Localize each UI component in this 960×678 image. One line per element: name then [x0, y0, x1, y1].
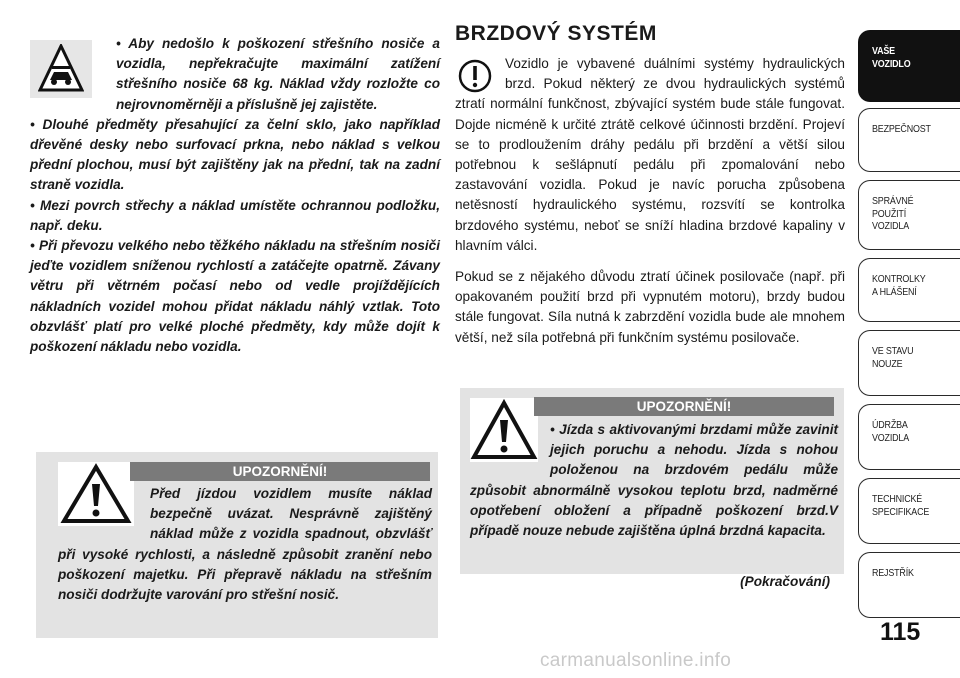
roof-rack-warning-icon	[38, 44, 84, 94]
roof-load-item-1: • Aby nedošlo k poškození střešního nosiče a vozidla, nepřekračujte maximální zatížení střešního nosiče 68 kg. Náklad vždy rozložte co nejrovnoměrněji a příslušně jej zajistěte.	[116, 36, 440, 112]
tab-label: VE STAVU NOUZE	[872, 345, 914, 370]
tab-kontrolky[interactable]	[858, 258, 960, 322]
tab-label: KONTROLKY A HLÁŠENÍ	[872, 273, 926, 298]
brake-warning-text-wrap	[470, 420, 838, 541]
roof-load-warning	[30, 34, 440, 115]
tab-vase-vozidlo[interactable]	[858, 30, 960, 102]
roof-load-warning-icon-box	[30, 40, 92, 98]
tab-rejstrik[interactable]	[858, 552, 960, 618]
brake-intro	[455, 54, 845, 256]
roof-load-item-3: • Mezi povrch střechy a náklad umístěte ochrannou podložku, např. deku.	[30, 197, 440, 233]
brake-warning-title: UPOZORNĚNÍ!	[534, 397, 834, 416]
tab-label: TECHNICKÉ SPECIFIKACE	[872, 493, 930, 518]
tab-technicke-specifikace[interactable]	[858, 478, 960, 544]
cargo-warning-text: Před jízdou vozidlem musíte náklad bezpečně uvázat. Nesprávně zajištěný náklad může z vozidla spadnout, obzvlášť při vysoké rychlosti, a následně způsobit zranění nebo poškození majetku. Při přepravě nákladu na střešním nosiči dodržujte varování pro střešní nosič.	[58, 486, 432, 603]
tab-label: BEZPEČNOST	[872, 123, 931, 135]
tab-label: ÚDRŽBA VOZIDLA	[872, 419, 910, 444]
tab-label: SPRÁVNÉ POUŽITÍ VOZIDLA	[872, 195, 914, 232]
section-heading: BRZDOVÝ SYSTÉM	[455, 22, 657, 45]
roof-load-item-4: • Při převozu velkého nebo těžkého nákladu na střešním nosiči jeďte vozidlem sníženou rychlostí a zatáčejte opatrně. Závany větru při větrném počasí nebo od vedle projíždějících nákladních vozidel mohou přidat nákladu náhlý vztlak. Toto obzvlášť platí pro velké ploché předměty, kdy může dojít k poškození nákladu nebo vozidla.	[30, 238, 440, 355]
brake-warning-text: • Jízda s aktivovanými brzdami může zavinit jejich poruchu a nehodu. Jízda s nohou položenou na brzdovém pedálu může způsobit abnormálně vysokou teplotu brzd, nadměrné opotřebení obložení a případně poškození brzd.V případě nouze nebude zajištěna úplná brzdná kapacita.	[470, 422, 838, 539]
cargo-warning-box	[36, 452, 438, 638]
right-column	[455, 20, 845, 348]
cargo-warning-title: UPOZORNĚNÍ!	[130, 462, 430, 481]
left-column	[30, 34, 440, 357]
tab-bezpecnost[interactable]	[858, 108, 960, 172]
icon-spacer	[470, 420, 538, 464]
icon-spacer	[58, 484, 134, 528]
brake-warning-box	[460, 388, 844, 574]
tab-udrzba[interactable]	[858, 404, 960, 470]
watermark: carmanualsonline.info	[540, 650, 732, 671]
brake-paragraph-2: Pokud se z nějakého důvodu ztratí účinek posilovače (např. při opakovaném použití brzd při vypnutém motoru), brzdy budou stále fungovat. Síla nutná k zabrzdění vozidla bude ale mnohem větší, než síla potřebná při funkčním systému posilovače.	[455, 269, 845, 345]
tab-ve-stavu-nouze[interactable]	[858, 330, 960, 396]
tab-spravne-pouziti[interactable]	[858, 180, 960, 250]
caution-circle-icon	[455, 58, 499, 94]
tab-label: VAŠE VOZIDLO	[872, 45, 911, 70]
cargo-warning-text-wrap	[58, 484, 432, 605]
brake-paragraph-1: Vozidlo je vybavené duálními systémy hydraulických brzd. Pokud některý ze dvou hydraulických systémů ztratí normální funkčnost, zbývající systém bude stále fungovat. Dojde nicméně k určité ztrátě celkové účinnosti brzdění. Projeví se to prodloužením dráhy pedálu při brzdění a větší silou potřebnou k sešlápnutí pedálu při zpomalování nebo zastavování vozidla. Pokud je navíc porucha způsobena netěsností hydraulického systému, rozsvítí se kontrolka brzdového systému, neboť se sníží hladina brzdové kapaliny v hlavním válci.	[455, 56, 845, 253]
tab-label: REJSTŘÍK	[872, 567, 914, 579]
roof-load-item-2: • Dlouhé předměty přesahující za čelní sklo, jako například dřevěné desky nebo surfovací prkna, nebo náklad s velkou přední plochou, musí být zajištěny jak na přední, tak na zadní straně vozidla.	[30, 116, 440, 193]
page-number: 115	[880, 618, 921, 646]
continued-label: (Pokračování)	[740, 574, 830, 589]
